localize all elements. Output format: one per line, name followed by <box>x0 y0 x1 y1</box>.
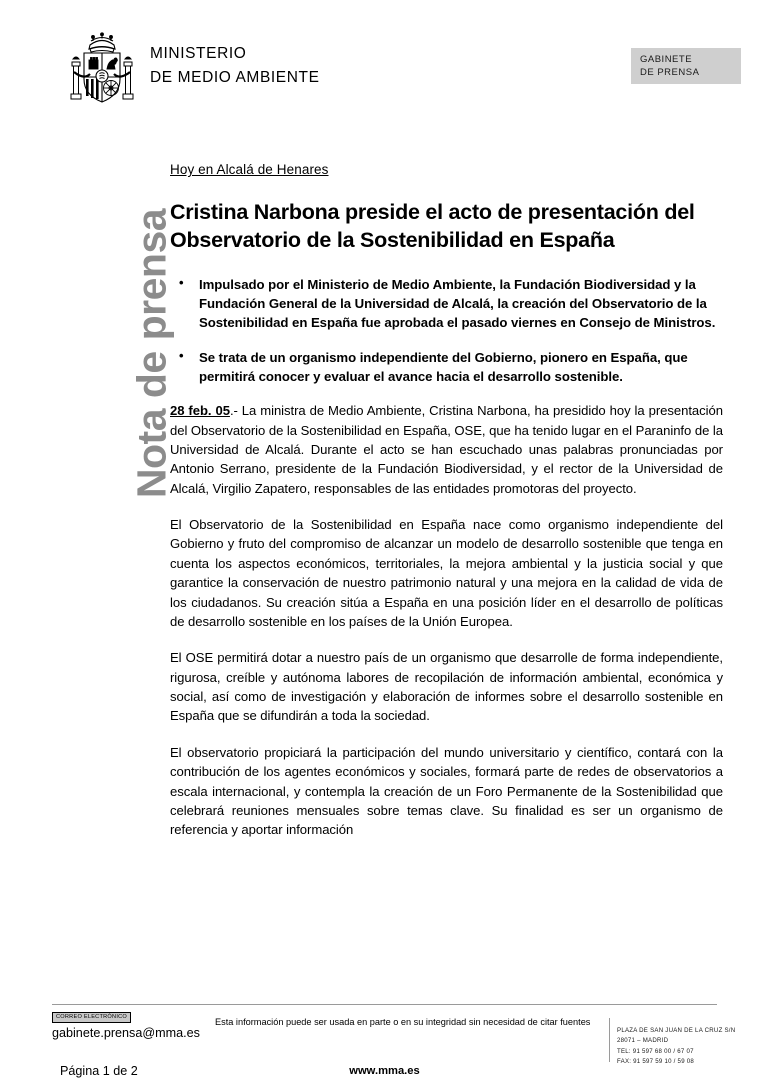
press-office-badge-line-1: GABINETE <box>640 54 693 65</box>
paragraph-4: El observatorio propiciará la participación del mundo universitario y científico, contará con la contribución de los agentes económicos y sociales, formará parte de redes de observatorios a escala internacional, y contempla la creación de un Foro Permanente de la Sostenibilidad que celebrará reuniones mensuales sobre temas clave. Su finalidad es ser un organismo de referencia y aportar información <box>170 744 723 838</box>
press-office-badge-line-2: DE PRENSA <box>640 66 700 78</box>
contact-email[interactable]: gabinete.prensa@mma.es <box>52 1026 200 1040</box>
email-label-badge: CORREO ELECTRÓNICO <box>52 1012 131 1023</box>
dateline: 28 feb. 05 <box>170 403 230 419</box>
ministry-line-1: MINISTERIO <box>150 45 247 62</box>
page-number: Página 1 de 2 <box>60 1064 138 1078</box>
usage-note: Esta información puede ser usada en parte o en su integridad sin necesidad de citar fuentes <box>215 1017 591 1027</box>
footer-divider <box>52 1004 717 1005</box>
press-office-badge <box>631 48 741 84</box>
document-body <box>170 162 723 857</box>
kicker-line: Hoy en Alcalá de Henares <box>170 162 329 177</box>
ministry-line-2: DE MEDIO AMBIENTE <box>150 69 320 87</box>
document-header <box>0 28 769 114</box>
paragraph-2: El Observatorio de la Sostenibilidad en España nace como organismo independiente del Gobierno y fruto del compromiso de alcanzar un modelo de desarrollo sostenible que tenga en cuenta los aspectos económicos, territoriales, la mejora ambiental y la justicia social y que garantice la conservación de nuestro patrimonio natural y una mejora en la calidad de vida de los ciudadanos. Su creación sitúa a España en una posición líder en el desarrollo de políticas de desarrollo sostenible en los países de la Unión Europea. <box>170 517 723 629</box>
address-line-3: TEL: 91 597 68 00 / 67 07 <box>617 1047 694 1055</box>
spain-coat-of-arms-icon <box>62 32 142 108</box>
paragraph-1 <box>170 401 723 498</box>
page-title: Cristina Narbona preside el acto de presentación del Observatorio de la Sostenibilidad en España <box>170 200 695 252</box>
paragraph-3: El OSE permitirá dotar a nuestro país de un organismo que desarrolle de forma independiente, rigurosa, creíble y autónoma labores de recopilación de información ambiental, económica y social, así como de investigación y elaboración de informes sobre el desarrollo sostenible en España que se difundirán a toda la sociedad. <box>170 650 723 724</box>
address-line-1: PLAZA DE SAN JUAN DE LA CRUZ S/N <box>617 1027 736 1034</box>
address-line-2: 28071 – MADRID <box>617 1037 669 1045</box>
address-divider <box>609 1018 610 1062</box>
document-footer <box>0 1004 769 1088</box>
vertical-section-title: Nota de prensa <box>128 208 175 499</box>
list-item: • Impulsado por el Ministerio de Medio Ambiente, la Fundación Biodiversidad y la Fundación General de la Universidad de Alcalá, la creación del Observatorio de la Sostenibilidad en España fue aprobada el pasado viernes en Consejo de Ministros. <box>170 275 723 333</box>
summary-bullet-list <box>170 275 723 386</box>
address-block <box>617 1026 735 1068</box>
ministry-name <box>150 42 320 90</box>
site-url[interactable]: www.mma.es <box>349 1065 420 1077</box>
address-line-4: FAX: 91 597 59 10 / 59 08 <box>617 1058 695 1066</box>
list-item: • Se trata de un organismo independiente del Gobierno, pionero en España, que permitirá conocer y evaluar el avance hacia el desarrollo sostenible. <box>170 348 723 387</box>
paragraph-1-text: .- La ministra de Medio Ambiente, Cristina Narbona, ha presidido hoy la presentación del Observatorio de la Sostenibilidad en España, OSE, que ha tenido lugar en el Paraninfo de la Universidad de Alcalá. Durante el acto se han escuchado unas palabras pronunciadas por Antonio Serrano, presidente de la Fundación Biodiversidad, y el rector de la Universidad de Alcalá, Virgilio Zapatero, responsables de las entidades promotoras del proyecto. <box>170 403 723 496</box>
